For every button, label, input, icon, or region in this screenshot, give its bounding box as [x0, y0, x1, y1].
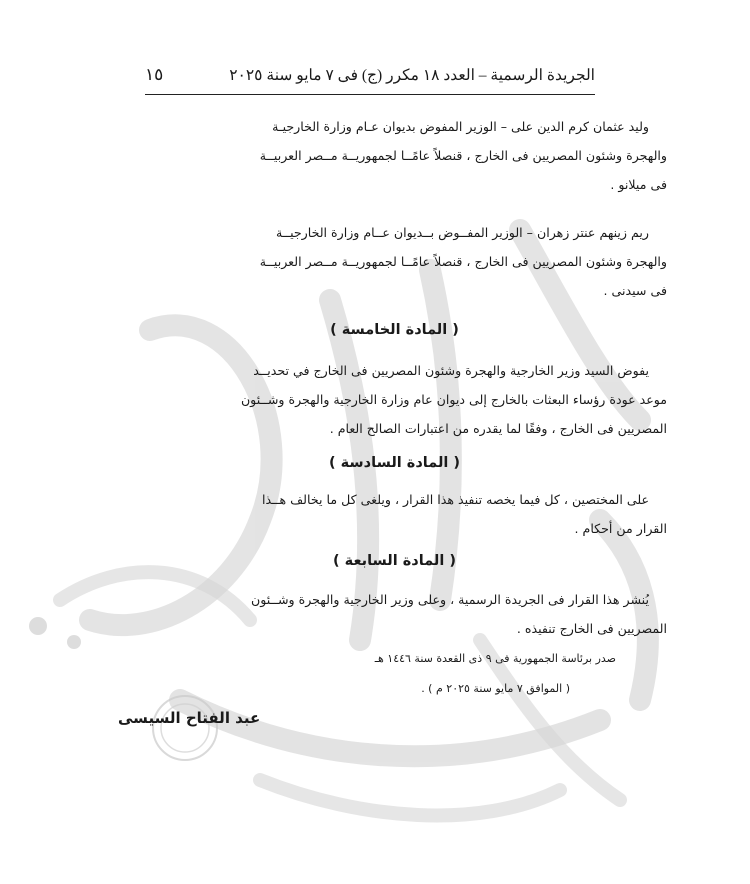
text-line: المصريين فى الخارج تنفيذه . — [516, 621, 667, 636]
text-line: المصريين فى الخارج ، وفقًا لما يقدره من اعتبارات الصالح العام . — [329, 421, 667, 436]
article-heading: ( المادة السابعة ) — [332, 553, 457, 569]
page-header — [145, 62, 595, 88]
text-line: وليد عثمان كرم الدين على – الوزير المفوض بديوان عـام وزارة الخارجيـة — [272, 119, 649, 134]
article-heading: ( المادة الخامسة ) — [330, 322, 459, 338]
text-line: فى سيدنى . — [603, 283, 667, 298]
text-line: ريم زينهم عنتر زهران – الوزير المفــوض بــديوان عــام وزارة الخارجيــة — [275, 225, 649, 240]
issuance-date-line: ( الموافق ٧ مايو سنة ٢٠٢٥ م ) . — [421, 682, 570, 695]
text-line: والهجرة وشئون المصريين فى الخارج ، قنصلاً عامًــا لجمهوريــة مــصر العربيــة — [259, 254, 667, 269]
text-line: فى ميلانو . — [610, 177, 667, 192]
article-body — [122, 356, 667, 443]
page-number: ١٥ — [145, 65, 164, 84]
text-line: يفوض السيد وزير الخارجية والهجرة وشئون المصريين فى الخارج في تحديــد — [253, 363, 649, 378]
text-line: القرار من أحكام . — [574, 521, 667, 536]
text-line: والهجرة وشئون المصريين فى الخارج ، قنصلاً عامًــا لجمهوريــة مــصر العربيــة — [259, 148, 667, 163]
header-title: الجريدة الرسمية – العدد ١٨ مكرر (ج) فى ٧ مايو سنة ٢٠٢٥ — [229, 66, 595, 84]
text-line: على المختصين ، كل فيما يخصه تنفيذ هذا القرار ، ويلغى كل ما يخالف هــذا — [262, 492, 649, 507]
signature-name: عبد الفتاح السيسى — [118, 709, 261, 727]
article-body — [122, 485, 667, 543]
article-body — [122, 585, 667, 643]
article-heading: ( المادة السادسة ) — [328, 455, 461, 471]
issuance-line: صدر برئاسة الجمهورية فى ٩ ذى القعدة سنة ١٤٤٦ هـ — [374, 652, 616, 665]
text-line: موعد عودة رؤساء البعثات بالخارج إلى ديوان عام وزارة الخارجية والهجرة وشــئون — [240, 392, 667, 407]
appointment-entry — [122, 112, 667, 199]
text-line: يُنشر هذا القرار فى الجريدة الرسمية ، وعلى وزير الخارجية والهجرة وشــئون — [251, 592, 649, 607]
appointment-entry — [122, 218, 667, 305]
header-divider — [145, 94, 595, 95]
